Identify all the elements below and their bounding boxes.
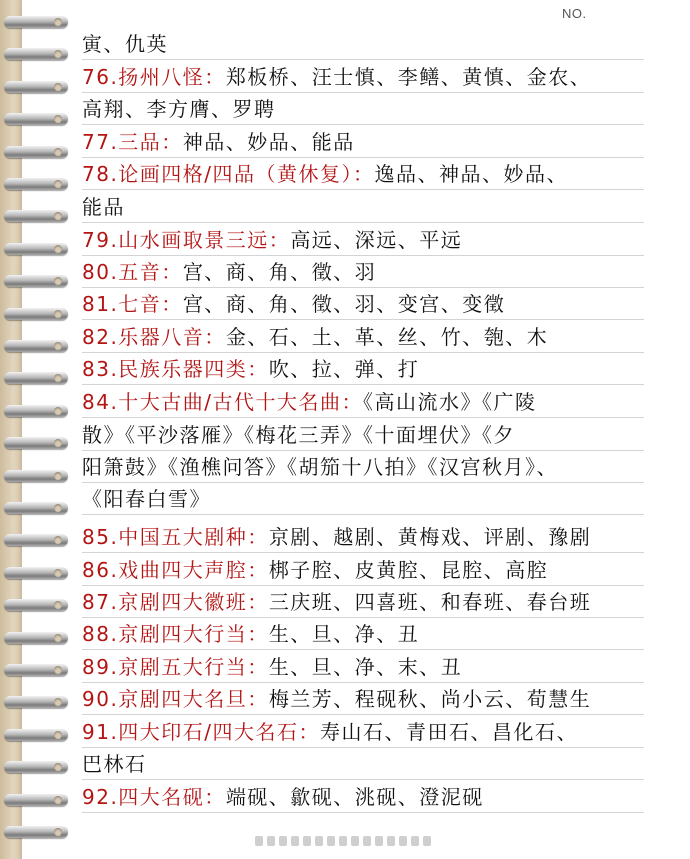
- entry-title: 83.民族乐器四类：: [82, 357, 269, 381]
- text-line: [82, 483, 644, 515]
- text-line: [82, 716, 644, 748]
- entry-text: 高翔、李方膺、罗聘: [82, 97, 276, 121]
- entry-text: 能品: [82, 195, 125, 219]
- binding-ring: [4, 437, 68, 449]
- entry-title: 88.京剧四大行当：: [82, 622, 269, 646]
- binding-ring: [4, 599, 68, 611]
- entry-text: 《阳春白雪》: [82, 487, 211, 511]
- binding-ring: [4, 405, 68, 417]
- entry-text: 高远、深远、平远: [290, 228, 463, 252]
- text-line: [82, 158, 644, 190]
- entry-title: 76.扬州八怪：: [82, 65, 226, 89]
- text-line: [82, 521, 644, 553]
- binding-ring: [4, 534, 68, 546]
- binding-ring: [4, 48, 68, 60]
- binding-ring: [4, 502, 68, 514]
- entry-text: 寅、仇英: [82, 32, 168, 56]
- text-line: [82, 618, 644, 650]
- binding-ring: [4, 210, 68, 222]
- entry-title: 85.中国五大剧种：: [82, 525, 269, 549]
- entry-text: 京剧、越剧、黄梅戏、评剧、豫剧: [268, 525, 592, 549]
- entry-title: 79.山水画取景三远：: [82, 228, 291, 252]
- entry-text: 吹、拉、弹、打: [268, 357, 420, 381]
- entry-text: 散》《平沙落雁》《梅花三弄》《十面埋伏》《夕: [82, 423, 515, 447]
- binding-ring: [4, 113, 68, 125]
- entry-text: 巴林石: [82, 752, 147, 776]
- entry-text: 寿山石、青田石、昌化石、: [320, 720, 579, 744]
- entry-text: 宫、商、角、徵、羽: [182, 260, 377, 284]
- entry-text: 《高山流水》《广陵: [363, 390, 537, 414]
- binding-ring: [4, 16, 68, 28]
- binding-ring: [4, 308, 68, 320]
- text-line: [82, 781, 644, 813]
- entry-title: 92.四大名砚：: [82, 785, 226, 809]
- entry-title: 81.七音：: [82, 292, 183, 316]
- binding-ring: [4, 372, 68, 384]
- text-line: [82, 554, 644, 586]
- text-line: [82, 353, 644, 385]
- entry-title: 82.乐器八音：: [82, 325, 226, 349]
- binding-ring: [4, 340, 68, 352]
- text-line: [82, 93, 644, 125]
- binding-ring: [4, 664, 68, 676]
- spiral-binding: [0, 0, 80, 859]
- entry-text: 逸品、神品、妙品、: [374, 162, 569, 186]
- text-line: [82, 256, 644, 288]
- binding-ring: [4, 275, 68, 287]
- binding-ring: [4, 632, 68, 644]
- entry-title: 78.论画四格/四品（黄休复）：: [82, 162, 375, 186]
- entry-text: 梅兰芳、程砚秋、尚小云、荀慧生: [268, 687, 592, 711]
- entry-title: 77.三品：: [82, 130, 183, 154]
- text-line: [82, 288, 644, 320]
- binding-ring: [4, 470, 68, 482]
- binding-ring: [4, 761, 68, 773]
- entry-text: 梆子腔、皮黄腔、昆腔、高腔: [268, 558, 549, 582]
- binding-ring: [4, 794, 68, 806]
- binding-ring: [4, 826, 68, 838]
- watermark-bar: [255, 836, 435, 848]
- entry-text: 三庆班、四喜班、和春班、春台班: [268, 590, 592, 614]
- text-line: [82, 126, 644, 158]
- text-line: [82, 61, 644, 93]
- text-line: [82, 683, 644, 715]
- binding-ring: [4, 178, 68, 190]
- entry-title: 86.戏曲四大声腔：: [82, 558, 269, 582]
- entry-title: 91.四大印石/四大名石：: [82, 720, 321, 744]
- entry-title: 80.五音：: [82, 260, 183, 284]
- text-line: [82, 224, 644, 256]
- page-number-label: NO.: [562, 6, 587, 21]
- text-line: [82, 321, 644, 353]
- text-line: [82, 191, 644, 223]
- text-line: [82, 28, 644, 60]
- entry-text: 郑板桥、汪士慎、李鳝、黄慎、金农、: [225, 65, 592, 89]
- text-line: [82, 586, 644, 618]
- entry-text: 神品、妙品、能品: [182, 130, 355, 154]
- entry-title: 90.京剧四大名旦：: [82, 687, 269, 711]
- text-line: [82, 651, 644, 683]
- entry-text: 生、旦、净、末、丑: [268, 655, 463, 679]
- binding-ring: [4, 567, 68, 579]
- entry-title: 89.京剧五大行当：: [82, 655, 269, 679]
- entry-text: 端砚、歙砚、洮砚、澄泥砚: [225, 785, 484, 809]
- entry-title: 87.京剧四大徽班：: [82, 590, 269, 614]
- text-line: [82, 748, 644, 780]
- binding-ring: [4, 729, 68, 741]
- binding-ring: [4, 696, 68, 708]
- binding-ring: [4, 146, 68, 158]
- text-line: [82, 419, 644, 451]
- entry-text: 宫、商、角、徵、羽、变宫、变徵: [182, 292, 506, 316]
- text-line: [82, 386, 644, 418]
- entry-title: 84.十大古曲/古代十大名曲：: [82, 390, 364, 414]
- binding-ring: [4, 243, 68, 255]
- entry-text: 金、石、土、革、丝、竹、匏、木: [225, 325, 549, 349]
- entry-text: 阳箫鼓》《渔樵问答》《胡笳十八拍》《汉宫秋月》、: [82, 455, 558, 479]
- entry-text: 生、旦、净、丑: [268, 622, 420, 646]
- text-line: [82, 451, 644, 483]
- binding-ring: [4, 81, 68, 93]
